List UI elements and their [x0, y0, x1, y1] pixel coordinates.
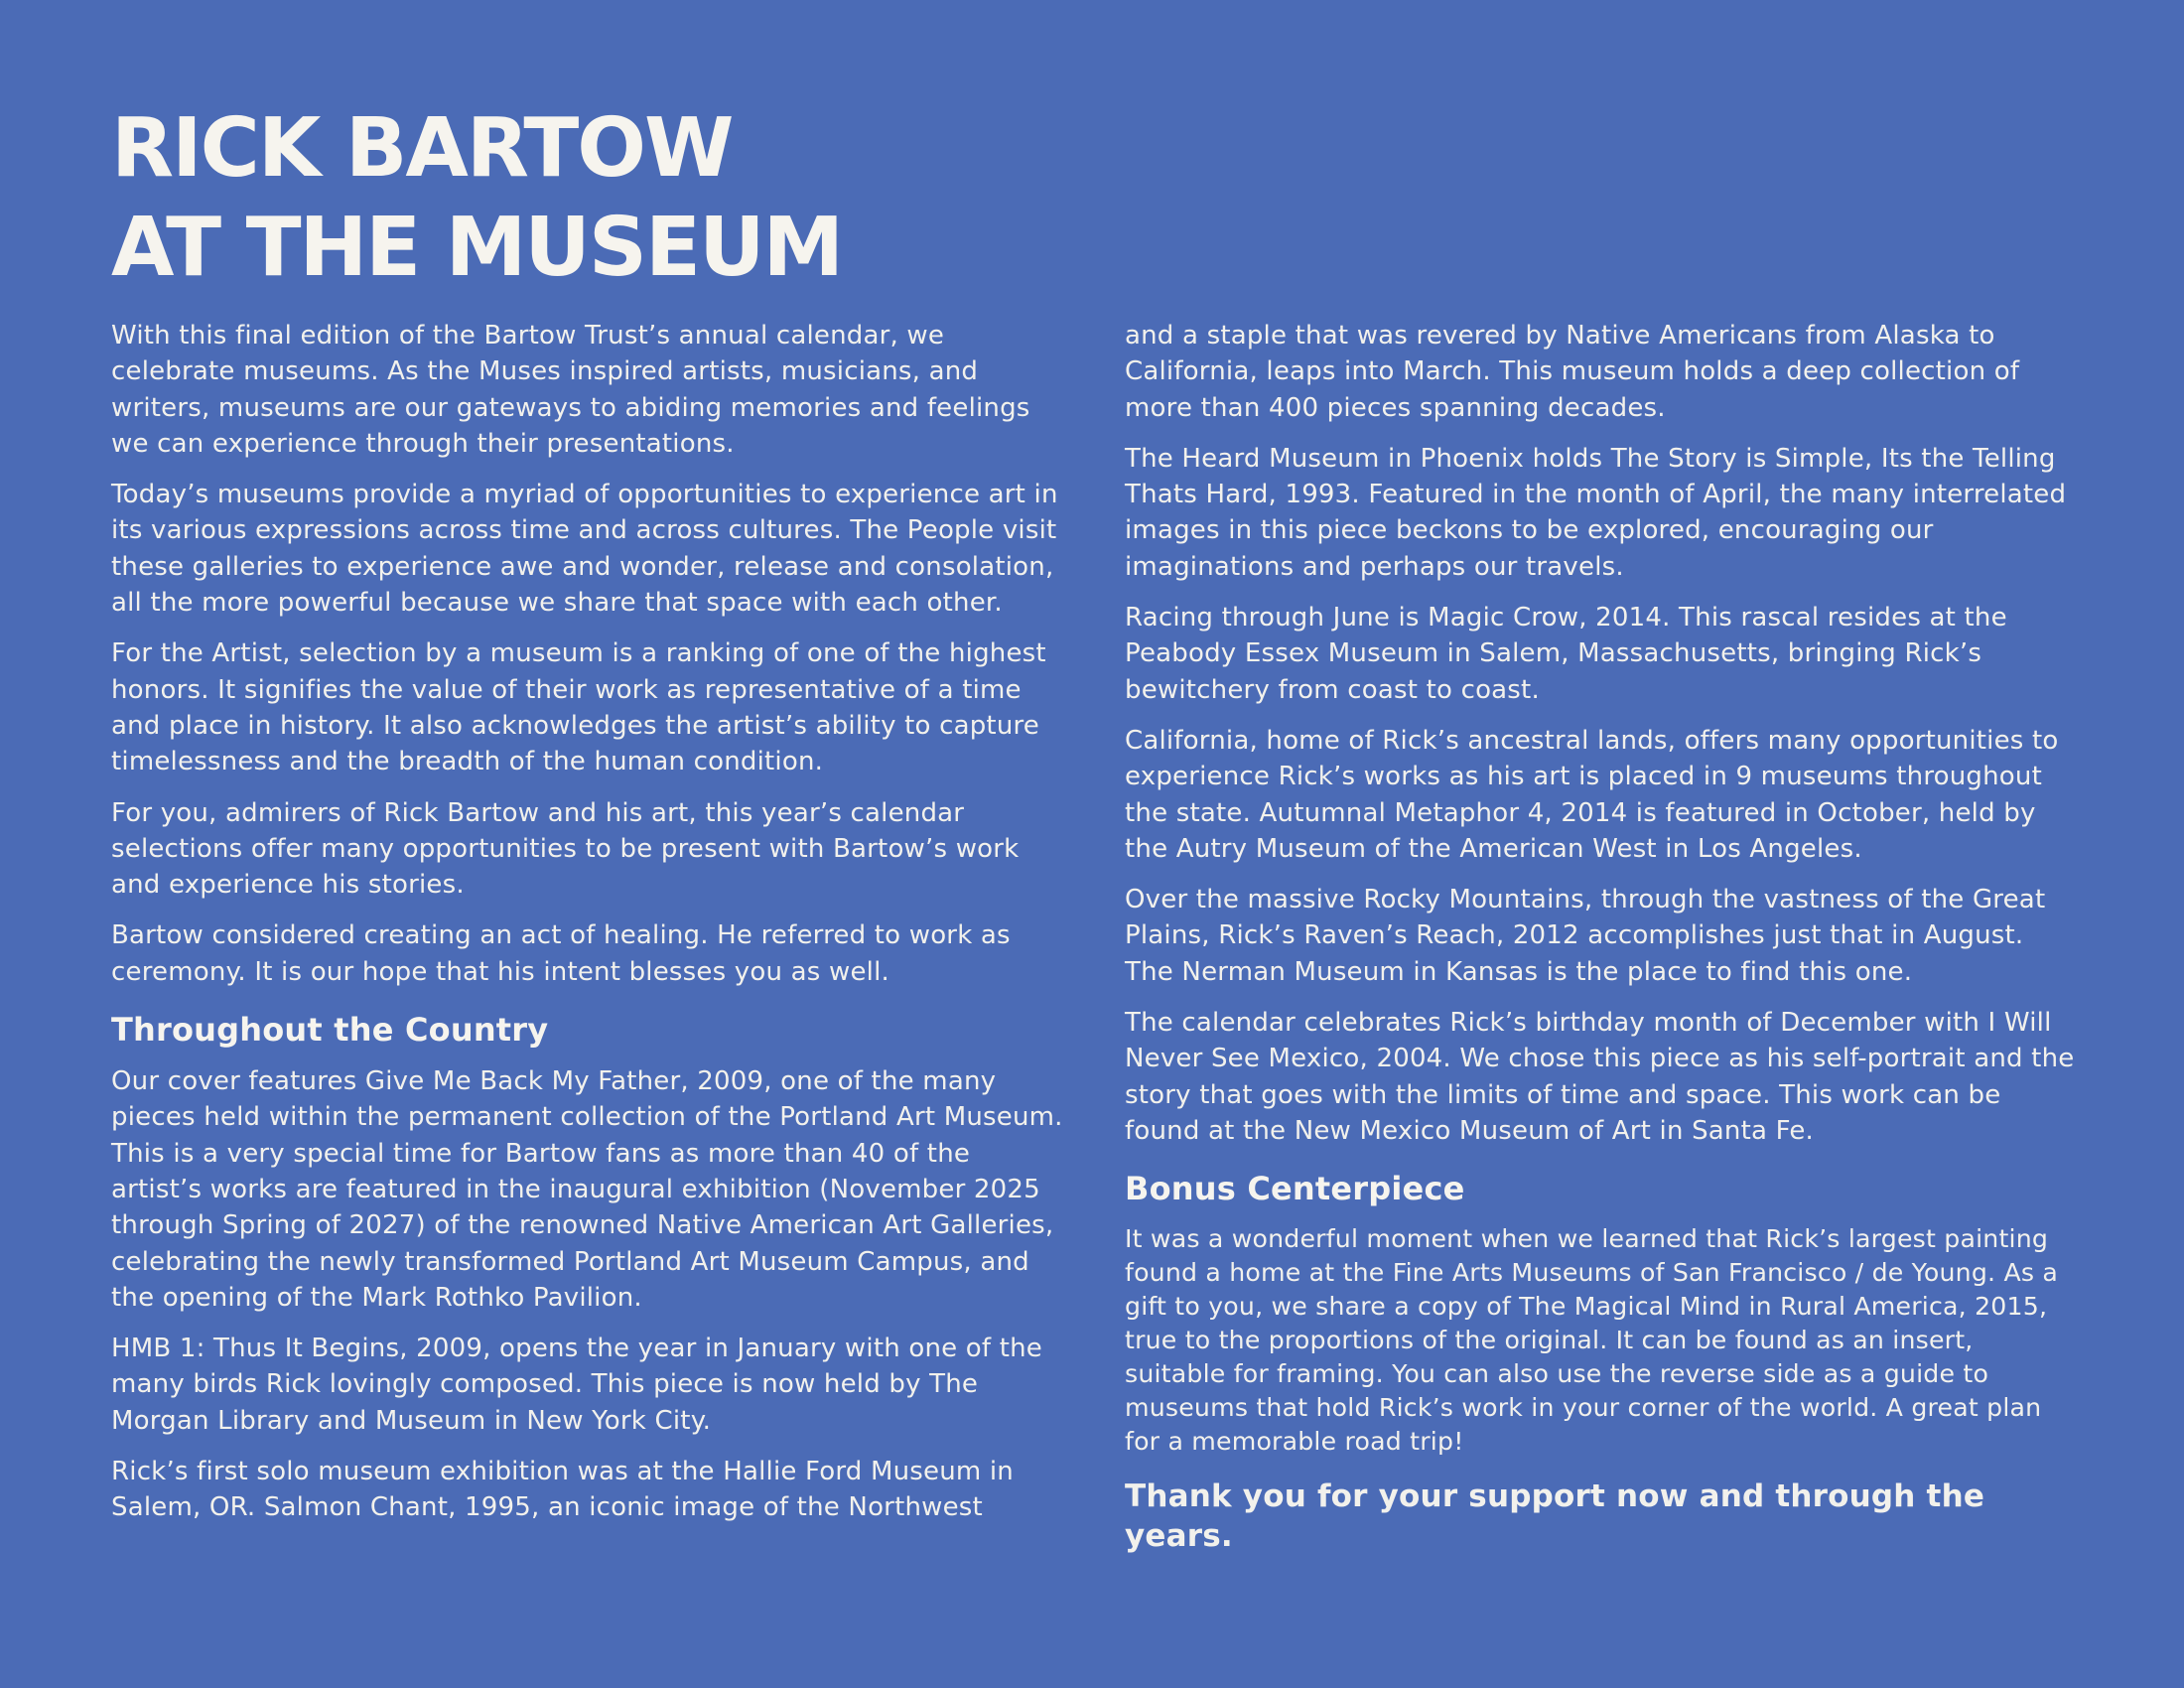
right-column — [1125, 318, 2078, 1571]
artist-paragraph: For the Artist, selection by a museum is a ranking of one of the highest honors. It signifies the value of their work as representative of a time and place in history. It also acknowledges the artist’s ability to capture timelessness and the breadth of the human condition. — [111, 638, 1046, 777]
april-paragraph: The Heard Museum in Phoenix holds The Story is Simple, Its the Telling Thats Hard, 1993. Featured in the month of April, the many interrelated images in this piece beckons to be explored, encouraging our imaginations and perhaps our travels. — [1125, 443, 2067, 582]
thank-you-line: Thank you for your support now and through the years. — [1125, 1478, 1985, 1555]
october-paragraph: California, home of Rick’s ancestral lands, offers many opportunities to experience Rick’s works as his art is placed in 9 museums throughout the state. Autumnal Metaphor 4, 2014 is featured in October, held by the Autry Museum of the American West in Los Angeles. — [1125, 725, 2059, 864]
december-paragraph: The calendar celebrates Rick’s birthday month of December with I Will Never See Mexico, 2004. We chose this piece as his self-portrait and the story that goes with the limits of time and space. This work can be found at the New Mexico Museum of Art in Santa Fe. — [1125, 1008, 2075, 1146]
page-title — [111, 99, 1104, 298]
title-line-2: AT THE MUSEUM — [111, 201, 843, 295]
title-line-1: RICK BARTOW — [111, 101, 733, 196]
cover-paragraph: Our cover features Give Me Back My Father, 2009, one of the many pieces held within the permanent collection of the Portland Art Museum. This is a very special time for Bartow fans as more than 40 of the artist’s works are featured in the inaugural exhibition (November 2025 through Spring of 2027) of the renowned Native American Art Galleries, celebrating the newly transformed Portland Art Museum Campus, and the opening of the Mark Rothko Pavilion. — [111, 1066, 1063, 1313]
august-paragraph: Over the massive Rocky Mountains, through the vastness of the Great Plains, Rick’s Raven’s Reach, 2012 accomplishes just that in August. The Nerman Museum in Kansas is the place to find this one. — [1125, 885, 2046, 987]
june-paragraph: Racing through June is Magic Crow, 2014. This rascal resides at the Peabody Essex Museum in Salem, Massachusetts, bringing Rick’s bewitchery from coast to coast. — [1125, 603, 2007, 705]
january-paragraph: HMB 1: Thus It Begins, 2009, opens the year in January with one of the many birds Rick lovingly composed. This piece is now held by The Morgan Library and Museum in New York City. — [111, 1334, 1043, 1436]
admirers-paragraph: For you, admirers of Rick Bartow and his art, this year’s calendar selections offer many opportunities to be present with Bartow’s work and experience his stories. — [111, 797, 1020, 901]
section-heading-bonus: Bonus Centerpiece — [1125, 1170, 1465, 1208]
bonus-paragraph: It was a wonderful moment when we learned that Rick’s largest painting found a home at the Fine Arts Museums of San Francisco / de Young. As a gift to you, we share a copy of The Magical Mind in Rural America, 2015, true to the proportions of the original. It can be found as an insert, suitable for framing. You can also use the reverse side as a guide to museums that hold Rick’s work in your corner of the world. A great plan for a memorable road trip! — [1125, 1224, 2059, 1457]
healing-paragraph: Bartow considered creating an act of healing. He referred to work as ceremony. It is our hope that his intent blesses you as well. — [111, 920, 1011, 987]
museums-paragraph: Today’s museums provide a myriad of opportunities to experience art in its various expressions across time and across cultures. The People visit these galleries to experience awe and wonder, release and consolation, all the more powerful because we share that space with each other. — [111, 480, 1058, 619]
march-paragraph-end: and a staple that was revered by Native Americans from Alaska to California, leaps into March. This museum holds a deep collection of more than 400 pieces spanning decades. — [1125, 321, 2020, 423]
march-paragraph-start: Rick’s first solo museum exhibition was at the Hallie Ford Museum in Salem, OR. Salmon Chant, 1995, an iconic image of the Northwest — [111, 1457, 1014, 1523]
left-column — [111, 318, 1064, 1541]
intro-paragraph: With this final edition of the Bartow Trust’s annual calendar, we celebrate museums. As the Muses inspired artists, musicians, and writers, museums are our gateways to abiding memories and feelings we can experience through their presentations. — [111, 321, 1030, 459]
section-heading-country: Throughout the Country — [111, 1011, 549, 1050]
